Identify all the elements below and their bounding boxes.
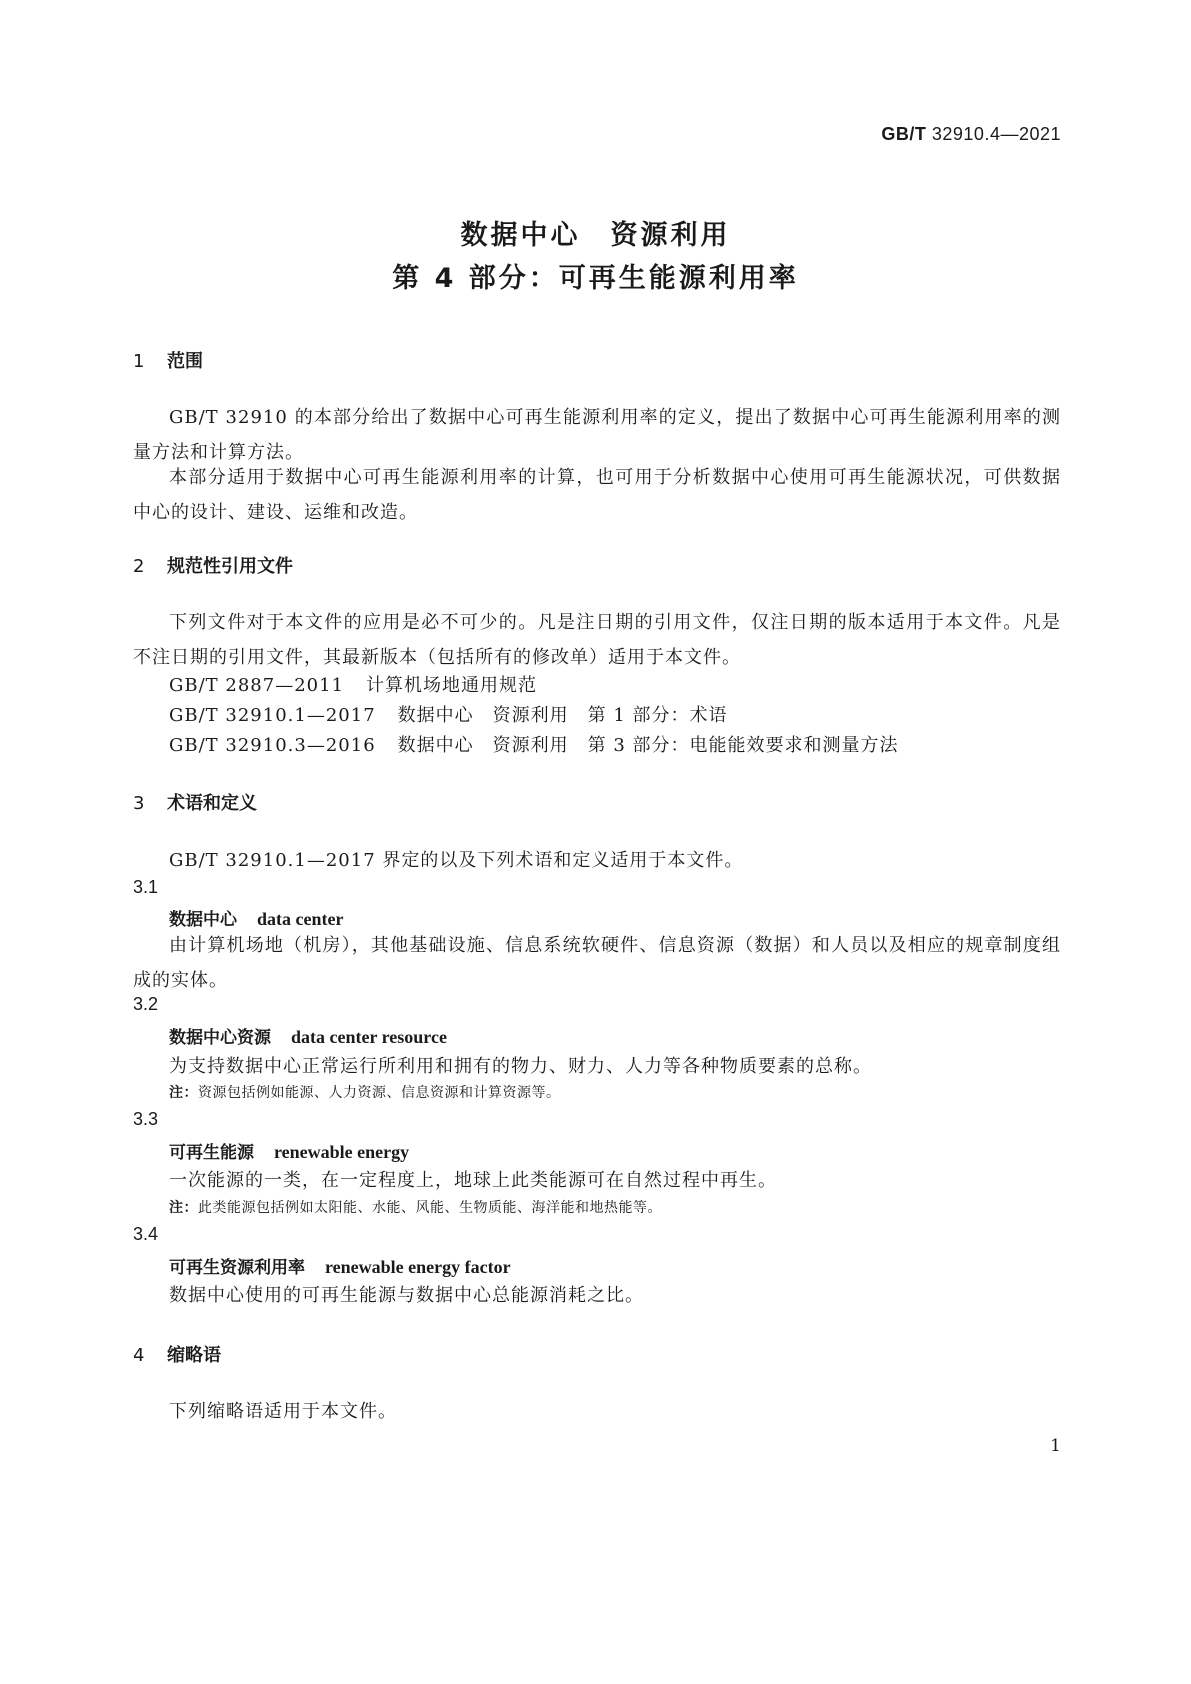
term-number: 3.3 (133, 1109, 159, 1129)
term-note (169, 1197, 662, 1217)
section-title: 缩略语 (167, 1345, 221, 1366)
section-2-paragraph-1: 下列文件对于本文件的应用是必不可少的。凡是注日期的引用文件，仅注日期的版本适用于本文件。凡是不注日期的引用文件，其最新版本（包括所有的修改单）适用于本文件。 (133, 612, 1061, 668)
term-note (169, 1082, 561, 1102)
note-text: 此类能源包括例如太阳能、水能、风能、生物质能、海洋能和地热能等。 (198, 1200, 662, 1216)
note-text: 资源包括例如能源、人力资源、信息资源和计算资源等。 (198, 1085, 561, 1101)
section-number: 1 (133, 351, 145, 372)
note-label: 注： (169, 1085, 198, 1101)
reference-code: GB/T 2887—2011 (169, 675, 345, 696)
section-title: 术语和定义 (167, 793, 257, 814)
normative-reference (169, 731, 899, 757)
reference-title: 数据中心 资源利用 第 3 部分：电能能效要求和测量方法 (397, 735, 899, 756)
page-number: 1 (1050, 1436, 1061, 1456)
section-3-heading (133, 789, 257, 815)
term-number: 3.1 (133, 877, 159, 897)
section-4-paragraph-1: 下列缩略语适用于本文件。 (169, 1401, 397, 1422)
term-definition: 数据中心使用的可再生能源与数据中心总能源消耗之比。 (169, 1285, 644, 1306)
term-number: 3.4 (133, 1224, 159, 1244)
term-definition: 一次能源的一类，在一定程度上，地球上此类能源可在自然过程中再生。 (169, 1170, 777, 1191)
term-heading (169, 1023, 447, 1048)
document-title-line1: 数据中心 资源利用 (460, 220, 731, 251)
term-chinese: 数据中心 (169, 910, 237, 930)
term-definition: 由计算机场地（机房），其他基础设施、信息系统软硬件、信息资源（数据）和人员以及相应的规章制度组成的实体。 (133, 935, 1061, 991)
term-english: renewable energy (274, 1142, 410, 1162)
reference-title: 数据中心 资源利用 第 1 部分：术语 (397, 705, 728, 726)
term-heading (169, 1253, 511, 1278)
section-1-paragraph-2: 本部分适用于数据中心可再生能源利用率的计算，也可用于分析数据中心使用可再生能源状况，可供数据中心的设计、建设、运维和改造。 (133, 467, 1061, 523)
document-title-line2: 第 4 部分：可再生能源利用率 (392, 263, 799, 294)
section-4-heading (133, 1341, 221, 1367)
note-label: 注： (169, 1200, 198, 1216)
reference-code: GB/T 32910.3—2016 (169, 735, 376, 756)
term-english: data center (257, 909, 344, 929)
term-chinese: 可再生资源利用率 (169, 1258, 305, 1278)
section-number: 2 (133, 556, 145, 577)
section-number: 4 (133, 1345, 145, 1366)
normative-reference (169, 701, 728, 727)
term-heading (169, 1138, 409, 1163)
section-2-heading (133, 552, 293, 578)
section-3-intro: GB/T 32910.1—2017 界定的以及下列术语和定义适用于本文件。 (169, 850, 744, 871)
section-title: 范围 (167, 351, 203, 372)
standard-code: 32910.4—2021 (931, 124, 1061, 144)
reference-code: GB/T 32910.1—2017 (169, 705, 376, 726)
section-title: 规范性引用文件 (167, 556, 293, 577)
term-chinese: 可再生能源 (169, 1143, 254, 1163)
term-chinese: 数据中心资源 (169, 1028, 271, 1048)
section-1-paragraph-1: GB/T 32910 的本部分给出了数据中心可再生能源利用率的定义，提出了数据中心可再生能源利用率的测量方法和计算方法。 (133, 407, 1061, 463)
normative-reference (169, 671, 537, 697)
term-definition: 为支持数据中心正常运行所利用和拥有的物力、财力、人力等各种物质要素的总称。 (169, 1056, 872, 1077)
standard-number (881, 124, 1061, 145)
standard-prefix: GB/T (881, 124, 927, 144)
term-heading (169, 905, 343, 930)
term-number: 3.2 (133, 994, 159, 1014)
term-english: renewable energy factor (325, 1257, 511, 1277)
term-english: data center resource (291, 1027, 447, 1047)
section-number: 3 (133, 793, 145, 814)
section-1-heading (133, 347, 203, 373)
reference-title: 计算机场地通用规范 (366, 675, 538, 696)
